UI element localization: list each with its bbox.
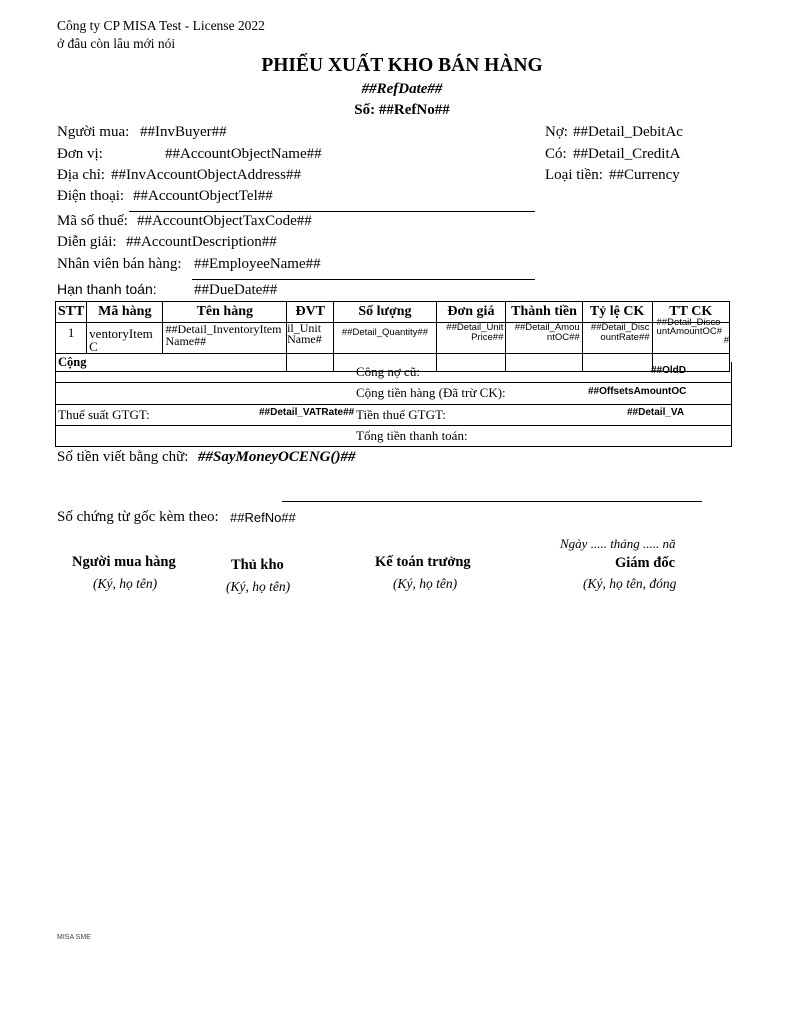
table-row — [56, 323, 730, 354]
summary-divider-1 — [56, 382, 731, 383]
unit-label: Đơn vị: — [57, 146, 103, 162]
row-quantity: ##Detail_Quantity## — [334, 323, 436, 354]
currency-value: ##Currency — [609, 167, 680, 183]
row-discount-rate: ##Detail_Disc ountRate## — [582, 323, 652, 354]
amount-in-words-value: ##SayMoneyOCENG()## — [198, 449, 356, 465]
row-unit: il_Unit Name# — [287, 323, 334, 354]
header-quantity: Số lượng — [334, 302, 436, 323]
unit-value: ##AccountObjectName## — [165, 146, 322, 162]
tax-code-value: ##AccountObjectTaxCode## — [137, 213, 312, 229]
table-header-row — [56, 302, 730, 323]
phone-value: ##AccountObjectTel## — [133, 188, 273, 204]
row-name: ##Detail_InventoryItemName## — [163, 323, 287, 354]
currency-label: Loại tiền: — [545, 167, 603, 183]
buyer-label: Người mua: — [57, 124, 130, 140]
address-label: Địa chỉ: — [57, 167, 105, 183]
vat-rate-label: Thuế suất GTGT: — [58, 407, 150, 422]
old-debt-label: Công nợ cũ: — [356, 364, 420, 379]
signature-note-chief-accountant: (Ký, họ tên) — [393, 576, 458, 591]
row-price: ##Detail_Unit Price## — [436, 323, 506, 354]
ref-date: ##RefDate## — [361, 81, 443, 97]
document-title: PHIẾU XUẤT KHO BÁN HÀNG — [261, 55, 543, 76]
header-discount-amount: TT CK — [652, 302, 729, 323]
credit-label: Có: — [545, 146, 567, 162]
employee-label: Nhân viên bán hàng: — [57, 256, 182, 272]
row-discount-amount-text: untAmountOC# — [656, 326, 723, 337]
row-code-sub: C — [89, 339, 98, 354]
row-amount: ##Detail_Amou ntOC## — [506, 323, 582, 354]
header-price: Đơn giá — [436, 302, 506, 323]
vat-rate-value: ##Detail_VATRate## — [259, 407, 355, 418]
header-name: Tên hàng — [163, 302, 287, 323]
summary-box — [55, 362, 732, 447]
header-discount-rate: Tỷ lệ CK — [582, 302, 652, 323]
phone-underline — [129, 211, 535, 212]
header-unit: ĐVT — [287, 302, 334, 323]
attached-docs-value: ##RefNo## — [230, 510, 296, 525]
signature-role-director: Giám đốc — [615, 555, 676, 571]
phone-label: Điện thoại: — [57, 188, 125, 204]
due-date-label: Hạn thanh toán: — [57, 281, 157, 297]
old-debt-value: ##OldD — [651, 365, 687, 376]
company-address: ở đâu còn lâu mới nói — [57, 36, 176, 51]
due-date-value: ##DueDate## — [194, 282, 278, 298]
row-code-text: ventoryItem — [89, 326, 153, 341]
goods-total-value: ##OffsetsAmountOC — [588, 386, 687, 397]
date-line: Ngày ..... tháng ..... nă — [560, 536, 676, 551]
header-amount: Thành tiền — [506, 302, 582, 323]
amount-words-underline — [282, 501, 702, 502]
signature-note-buyer: (Ký, họ tên) — [93, 576, 158, 591]
signature-note-storekeeper: (Ký, họ tên) — [226, 579, 291, 594]
company-name: Công ty CP MISA Test - License 2022 — [57, 18, 265, 33]
vat-amount-value: ##Detail_VA — [627, 407, 685, 418]
goods-total-label: Cộng tiền hàng (Đã trừ CK): — [356, 385, 506, 400]
total-label: Cộng — [56, 354, 287, 372]
summary-divider-2 — [56, 404, 731, 405]
description-label: Diễn giải: — [57, 234, 117, 250]
signature-note-director: (Ký, họ tên, đóng — [583, 576, 677, 591]
signature-role-buyer: Người mua hàng — [72, 554, 176, 570]
tax-code-label: Mã số thuế: — [57, 213, 128, 229]
debit-value: ##Detail_DebitAc — [573, 124, 683, 140]
grand-total-label: Tổng tiền thanh toán: — [356, 428, 468, 443]
header-stt: STT — [56, 302, 87, 323]
row-stt: 1 — [56, 323, 87, 354]
row-discount-amount — [652, 317, 729, 354]
row-discount-amount-top: ##Detail_Disco — [656, 317, 721, 328]
footer-text: MISA SME — [57, 934, 91, 941]
buyer-value: ##InvBuyer## — [140, 124, 227, 140]
amount-in-words-label: Số tiền viết bằng chữ: — [57, 449, 189, 465]
header-code: Mã hàng — [87, 302, 163, 323]
attached-docs-label: Số chứng từ gốc kèm theo: — [57, 509, 219, 525]
signature-role-storekeeper: Thủ kho — [231, 557, 284, 573]
row-discount-amount-tail: # — [723, 335, 729, 346]
description-value: ##AccountDescription## — [126, 234, 277, 250]
ref-number: Số: ##RefNo## — [354, 102, 450, 118]
employee-underline — [192, 279, 535, 280]
credit-value: ##Detail_CreditA — [573, 146, 681, 162]
employee-value: ##EmployeeName## — [194, 256, 321, 272]
row-code — [87, 323, 163, 354]
vat-amount-label: Tiền thuế GTGT: — [356, 407, 446, 422]
signature-role-chief-accountant: Kế toán trưởng — [375, 554, 471, 570]
address-value: ##InvAccountObjectAddress## — [111, 167, 301, 183]
summary-divider-3 — [56, 425, 731, 426]
debit-label: Nợ: — [545, 124, 568, 140]
